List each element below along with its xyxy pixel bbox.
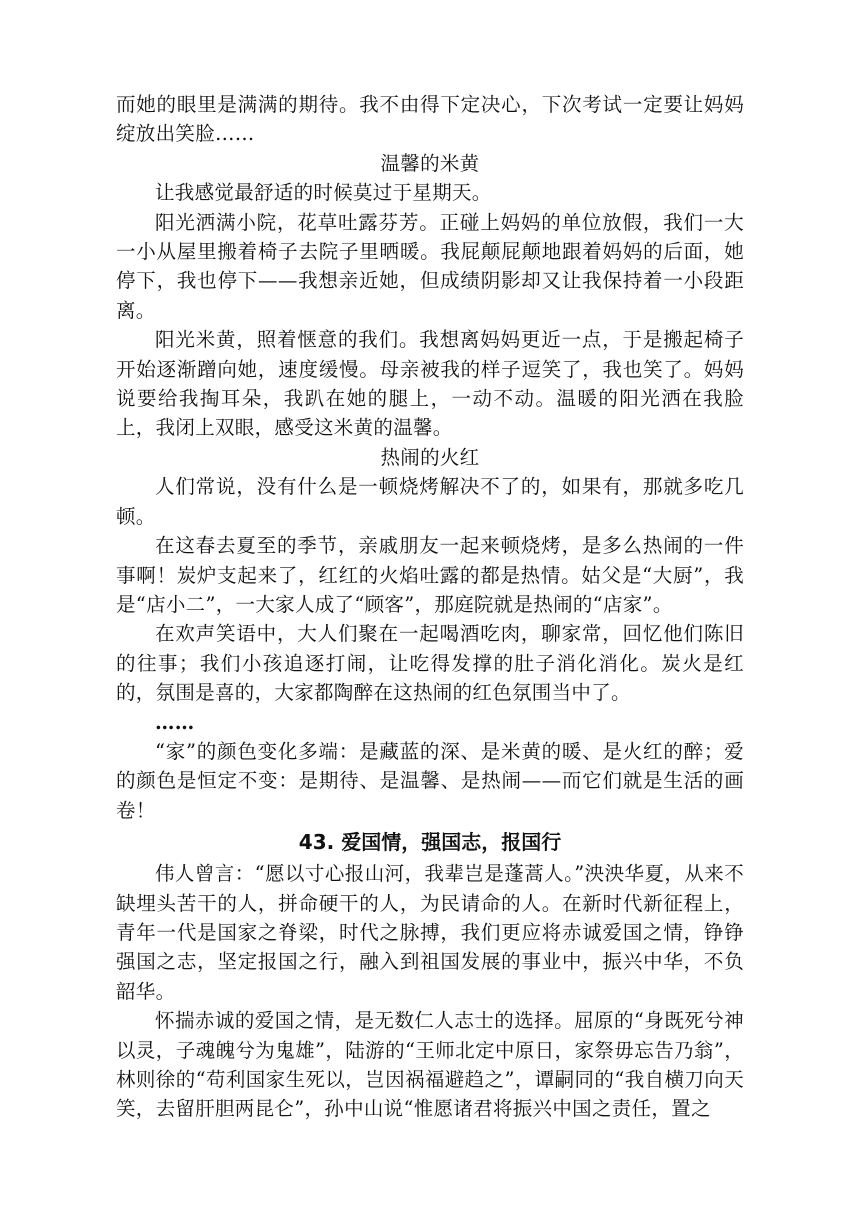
section-title: 43. 爱国情，强国志，报国行 [298, 830, 562, 855]
paragraph: 阳光洒满小院，花草吐露芬芳。正碰上妈妈的单位放假，我们一大一小从屋里搬着椅子去院子里晒暖。我屁颠屁颠地跟着妈妈的后面，她停下，我也停下——我想亲近她，但成绩阴影却又让我保持着一小段距离。 [116, 210, 744, 322]
ellipsis-line: …… [155, 710, 195, 734]
paragraph: 而她的眼里是满满的期待。我不由得下定决心，下次考试一定要让妈妈绽放出笑脸…… [116, 93, 744, 146]
paragraph: 让我感觉最舒适的时候莫过于星期天。 [155, 181, 492, 205]
paragraph-conclusion: “家”的颜色变化多端：是藏蓝的深、是米黄的暖、是火红的醉；爱的颜色是恒定不变：是期待、是温馨、是热闹——而它们就是生活的画卷！ [116, 739, 744, 822]
paragraph: 怀揣赤诚的爱国之情，是无数仁人志士的选择。屈原的“身既死兮神以灵，子魂魄兮为鬼雄”，陆游的“王师北定中原日，家祭毋忘告乃翁”，林则徐的“苟利国家生死以，岂因祸福避趋之”，谭嗣同的“我自横刀向天笑，去留肝胆两昆仑”，孙中山说“惟愿诸君将振兴中国之责任，置之 [116, 1009, 744, 1121]
document-page [116, 90, 744, 1124]
subheading-warm-yellow: 温馨的米黄 [380, 151, 480, 175]
paragraph: 在这春去夏至的季节，亲戚朋友一起来顿烧烤，是多么热闹的一件事啊！炭炉支起来了，红红的火焰吐露的都是热情。姑父是“大厨”，我是“店小二”，一大家人成了“顾客”，那庭院就是热闹的“店家”。 [116, 534, 744, 616]
subheading-lively-red: 热闹的火红 [380, 445, 480, 469]
paragraph: 伟人曾言：“愿以寸心报山河，我辈岂是蓬蒿人。”泱泱华夏，从来不缺埋头苦干的人，拼命硬干的人，为民请命的人。在新时代新征程上，青年一代是国家之脊梁，时代之脉搏，我们更应将赤诚爱国之情，铮铮强国之志，坚定报国之行，融入到祖国发展的事业中，振兴中华，不负韶华。 [116, 862, 744, 1003]
paragraph: 人们常说，没有什么是一顿烧烤解决不了的，如果有，那就多吃几顿。 [116, 475, 744, 528]
paragraph: 在欢声笑语中，大人们聚在一起喝酒吃肉，聊家常，回忆他们陈旧的往事；我们小孩追逐打闹，让吃得发撑的肚子消化消化。炭火是红的，氛围是喜的，大家都陶醉在这热闹的红色氛围当中了。 [116, 622, 744, 705]
paragraph: 阳光米黄，照着惬意的我们。我想离妈妈更近一点，于是搬起椅子开始逐渐蹭向她，速度缓慢。母亲被我的样子逗笑了，我也笑了。妈妈说要给我掏耳朵，我趴在她的腿上，一动不动。温暖的阳光洒在我脸上，我闭上双眼，感受这米黄的温馨。 [116, 328, 744, 440]
